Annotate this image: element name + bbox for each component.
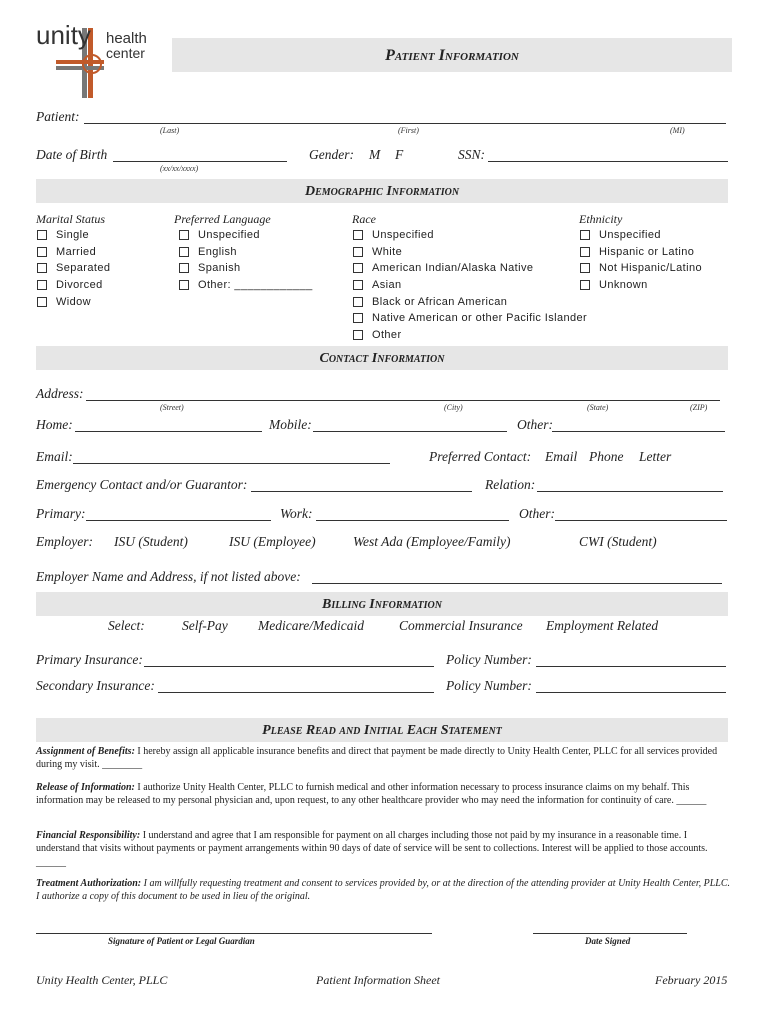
- employer-name-field[interactable]: [312, 583, 722, 584]
- demographic-title: Demographic Information: [304, 184, 460, 199]
- footer-right: February 2015: [655, 973, 728, 987]
- signature-label: Signature of Patient or Legal Guardian: [108, 936, 255, 946]
- employer-option-isu-employee[interactable]: ISU (Employee): [229, 534, 316, 549]
- option-label: Divorced: [56, 279, 103, 291]
- emergency-contact-label: Emergency Contact and/or Guarantor:: [36, 477, 248, 492]
- checkbox-icon[interactable]: [353, 313, 363, 323]
- language-option-spanish[interactable]: [179, 262, 241, 274]
- footer-center: Patient Information Sheet: [316, 973, 440, 987]
- option-label: Black or African American: [372, 296, 508, 308]
- option-label: Hispanic or Latino: [599, 246, 695, 258]
- option-label: Spanish: [198, 262, 241, 274]
- email-field[interactable]: [73, 463, 390, 464]
- employer-option-cwi-student[interactable]: CWI (Student): [579, 534, 657, 549]
- page-title: Patient Information: [385, 47, 519, 64]
- statement-financial-heading: Financial Responsibility:: [36, 830, 141, 841]
- marital-option-separated[interactable]: [37, 262, 110, 274]
- ethnicity-heading: Ethnicity: [579, 212, 623, 226]
- gender-label: Gender:: [309, 147, 354, 162]
- secondary-insurance-field[interactable]: [158, 692, 434, 693]
- option-label: Separated: [56, 262, 111, 274]
- statement-financial: [36, 829, 732, 869]
- statement-treatment-text: I am willfully requesting treatment and consent to services provided by, or at the direction of the attending provider at Unity Health Center, PLLC. I authorize a copy of this document to be used in lieu of the original.: [36, 878, 731, 903]
- date-signed-label: Date Signed: [585, 936, 631, 946]
- dob-field[interactable]: [113, 161, 287, 162]
- checkbox-icon[interactable]: [37, 280, 47, 290]
- patient-name-field[interactable]: [84, 123, 726, 124]
- language-option-unspecified[interactable]: [179, 229, 260, 241]
- ethnicity-option-hispanic[interactable]: [580, 246, 694, 258]
- checkbox-icon[interactable]: [179, 230, 189, 240]
- address-sub-zip: (ZIP): [690, 403, 708, 412]
- checkbox-icon[interactable]: [353, 280, 363, 290]
- option-label: Unknown: [599, 279, 648, 291]
- checkbox-icon[interactable]: [37, 230, 47, 240]
- statement-assignment: [36, 745, 732, 772]
- checkbox-icon[interactable]: [37, 247, 47, 257]
- race-option-white[interactable]: [353, 246, 402, 258]
- address-field[interactable]: [86, 400, 720, 401]
- home-label: Home:: [36, 417, 73, 432]
- gender-option-f[interactable]: F: [395, 147, 404, 162]
- option-label: American Indian/Alaska Native: [372, 262, 534, 274]
- language-option-english[interactable]: [179, 246, 237, 258]
- address-sub-city: (City): [444, 403, 463, 412]
- billing-option-medicare[interactable]: Medicare/Medicaid: [258, 618, 364, 633]
- primary-insurance-field[interactable]: [144, 666, 434, 667]
- checkbox-icon[interactable]: [179, 263, 189, 273]
- checkbox-icon[interactable]: [353, 263, 363, 273]
- other2-phone-field[interactable]: [555, 520, 727, 521]
- option-label: English: [198, 246, 237, 258]
- other-phone-field[interactable]: [552, 431, 725, 432]
- option-label: Unspecified: [198, 229, 260, 241]
- checkbox-icon[interactable]: [179, 247, 189, 257]
- statement-assignment-text: I hereby assign all applicable insurance benefits and direct that payment be made directly to Unity Health Center, PLLC for all services provided during my visit.: [36, 746, 718, 771]
- race-option-unspecified[interactable]: [353, 229, 434, 241]
- contact-title: Contact Information: [319, 351, 445, 366]
- race-option-black[interactable]: [353, 296, 507, 308]
- option-label: Other: ____________: [198, 279, 313, 291]
- primary-insurance-label: Primary Insurance:: [36, 652, 143, 667]
- logo: [36, 20, 156, 100]
- checkbox-icon[interactable]: [37, 297, 47, 307]
- checkbox-icon[interactable]: [37, 263, 47, 273]
- patient-sub-mi: (MI): [670, 126, 685, 135]
- patient-sub-first: (First): [398, 126, 419, 135]
- employer-option-isu-student[interactable]: ISU (Student): [114, 534, 188, 549]
- checkbox-icon[interactable]: [580, 280, 590, 290]
- option-label: Unspecified: [599, 229, 661, 241]
- initial-field[interactable]: ______: [36, 856, 66, 868]
- race-option-american-indian[interactable]: [353, 262, 533, 274]
- checkbox-icon[interactable]: [353, 247, 363, 257]
- checkbox-icon[interactable]: [353, 230, 363, 240]
- signature-field[interactable]: [36, 933, 432, 934]
- other-phone-label: Other:: [517, 417, 553, 432]
- dob-sub: (xx/xx/xxxx): [160, 164, 199, 173]
- demographic-band: [36, 179, 728, 203]
- statements-title: Please Read and Initial Each Statement: [262, 723, 502, 738]
- billing-select-label: Select:: [108, 618, 145, 633]
- ethnicity-option-not-hispanic[interactable]: [580, 262, 702, 274]
- work-phone-field[interactable]: [316, 520, 509, 521]
- billing-option-commercial[interactable]: Commercial Insurance: [399, 618, 523, 633]
- emergency-contact-field[interactable]: [251, 491, 472, 492]
- marital-option-single[interactable]: [37, 229, 89, 241]
- mobile-phone-field[interactable]: [313, 431, 507, 432]
- option-label: Native American or other Pacific Islander: [372, 312, 588, 324]
- statement-assignment-heading: Assignment of Benefits:: [36, 746, 135, 757]
- address-label: Address:: [36, 386, 84, 401]
- marital-heading: Marital Status: [36, 212, 106, 226]
- footer-left: Unity Health Center, PLLC: [36, 973, 168, 987]
- race-heading: Race: [352, 212, 376, 226]
- work-phone-label: Work:: [280, 506, 313, 521]
- preferred-contact-email[interactable]: Email: [545, 449, 578, 464]
- title-band: [172, 38, 732, 72]
- date-signed-field[interactable]: [533, 933, 687, 934]
- race-option-pacific-islander[interactable]: [353, 312, 587, 324]
- employer-name-label: Employer Name and Address, if not listed above:: [36, 569, 301, 584]
- checkbox-icon[interactable]: [353, 330, 363, 340]
- race-option-asian[interactable]: [353, 279, 402, 291]
- ethnicity-option-unknown[interactable]: [580, 279, 648, 291]
- patient-label: Patient:: [36, 109, 80, 124]
- employer-label: Employer:: [36, 534, 93, 549]
- billing-band: [36, 592, 728, 616]
- preferred-contact-phone[interactable]: Phone: [589, 449, 624, 464]
- preferred-contact-label: Preferred Contact:: [429, 449, 532, 464]
- initial-field[interactable]: ________: [102, 759, 143, 771]
- preferred-contact-letter[interactable]: Letter: [639, 449, 672, 464]
- option-label: Single: [56, 229, 89, 241]
- relation-label: Relation:: [485, 477, 536, 492]
- ssn-field[interactable]: [488, 161, 728, 162]
- other2-phone-label: Other:: [519, 506, 555, 521]
- relation-field[interactable]: [537, 491, 723, 492]
- gender-option-m[interactable]: M: [369, 147, 381, 162]
- patient-sub-last: (Last): [160, 126, 180, 135]
- secondary-policy-field[interactable]: [536, 692, 726, 693]
- ssn-label: SSN:: [458, 147, 485, 162]
- billing-option-employment[interactable]: Employment Related: [546, 618, 659, 633]
- option-label: Married: [56, 246, 97, 258]
- logo-word-health: health: [106, 30, 147, 47]
- dob-label: Date of Birth: [36, 147, 108, 162]
- statement-release-heading: Release of Information:: [36, 782, 135, 793]
- marital-option-widow[interactable]: [37, 296, 91, 308]
- logo-word-unity: unity: [36, 20, 91, 50]
- address-sub-street: (Street): [160, 403, 184, 412]
- logo-word-center: center: [106, 45, 145, 61]
- marital-option-married[interactable]: [37, 246, 96, 258]
- statement-treatment: [36, 877, 732, 904]
- language-heading: Preferred Language: [174, 212, 271, 226]
- statements-band: [36, 718, 728, 742]
- option-label: Asian: [372, 279, 402, 291]
- mobile-label: Mobile:: [269, 417, 312, 432]
- primary-phone-label: Primary:: [36, 506, 86, 521]
- checkbox-icon[interactable]: [353, 297, 363, 307]
- billing-title: Billing Information: [322, 597, 442, 612]
- checkbox-icon[interactable]: [580, 263, 590, 273]
- checkbox-icon[interactable]: [580, 230, 590, 240]
- address-sub-state: (State): [587, 403, 609, 412]
- employer-option-west-ada[interactable]: West Ada (Employee/Family): [353, 534, 511, 549]
- billing-option-self-pay[interactable]: Self-Pay: [182, 618, 228, 633]
- option-label: Other: [372, 329, 402, 341]
- email-label: Email:: [36, 449, 73, 464]
- option-label: Unspecified: [372, 229, 434, 241]
- option-label: Not Hispanic/Latino: [599, 262, 702, 274]
- home-phone-field[interactable]: [75, 431, 262, 432]
- option-label: Widow: [56, 296, 92, 308]
- statement-financial-text: I understand and agree that I am responsible for payment on all charges including those not paid by my insurance in a reasonable time. I understand that visits without payments or payment arrangements within 90 days of date of service will be sent to collections. Interest will be applied to those accounts.: [36, 830, 708, 855]
- ethnicity-option-unspecified[interactable]: [580, 229, 661, 241]
- secondary-policy-label: Policy Number:: [446, 678, 532, 693]
- race-option-other[interactable]: [353, 329, 402, 341]
- statement-release: [36, 781, 732, 808]
- marital-option-divorced[interactable]: [37, 279, 103, 291]
- contact-band: [36, 346, 728, 370]
- checkbox-icon[interactable]: [580, 247, 590, 257]
- statement-treatment-heading: Treatment Authorization:: [36, 878, 142, 889]
- primary-phone-field[interactable]: [86, 520, 271, 521]
- primary-policy-field[interactable]: [536, 666, 726, 667]
- option-label: White: [372, 246, 403, 258]
- primary-policy-label: Policy Number:: [446, 652, 532, 667]
- secondary-insurance-label: Secondary Insurance:: [36, 678, 155, 693]
- statement-release-text: I authorize Unity Health Center, PLLC to furnish medical and other information necessary to process insurance claims on my behalf. This information may be released to my personal physician and, upon request, to any other healthcare provider who may need the information for continuity of care.: [36, 782, 690, 807]
- initial-field[interactable]: ______: [676, 795, 707, 807]
- language-option-other[interactable]: [179, 279, 313, 291]
- checkbox-icon[interactable]: [179, 280, 189, 290]
